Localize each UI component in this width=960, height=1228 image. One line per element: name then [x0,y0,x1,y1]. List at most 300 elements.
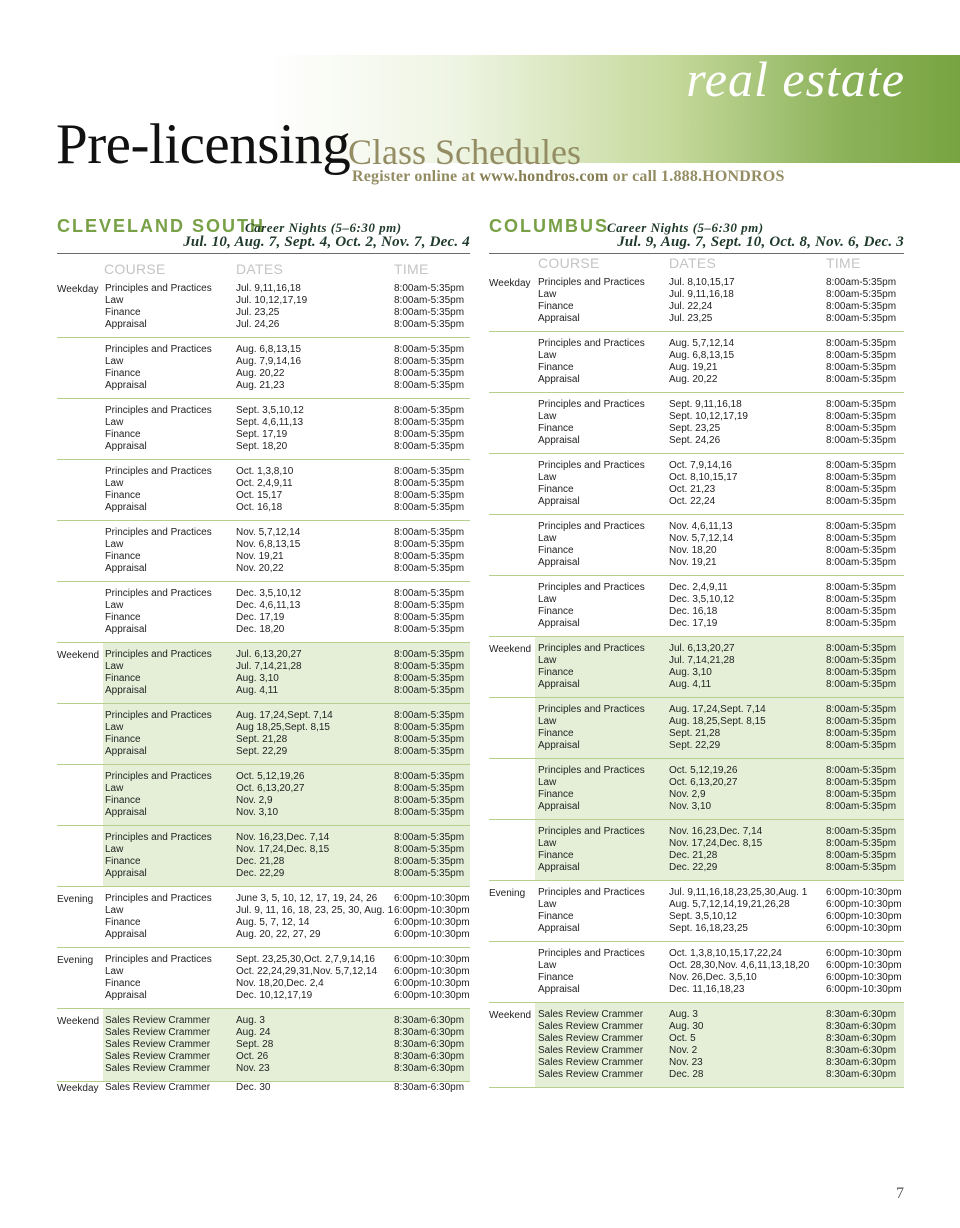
time-cell: 8:30am-6:30pm [826,1033,897,1044]
table-row [57,502,470,514]
table-row [489,582,904,594]
table-row [57,978,470,990]
dates-cell: Jul. 23,25 [669,313,713,324]
session-label: Evening [57,955,94,966]
course-cell: Appraisal [105,929,147,940]
course-cell: Finance [105,368,141,379]
course-cell: Law [538,533,557,544]
course-cell: Finance [538,789,574,800]
dates-cell: Dec. 3,5,10,12 [236,588,302,599]
time-cell: 8:00am-5:35pm [394,295,465,306]
schedule-block [57,338,470,399]
course-cell: Appraisal [538,984,580,995]
time-cell: 8:30am-6:30pm [394,1082,465,1093]
dates-cell: Nov. 20,22 [236,563,284,574]
dates-header: DATES [669,255,717,271]
dates-cell: Sept. 18,20 [236,441,288,452]
course-cell: Appraisal [538,923,580,934]
table-row [57,405,470,417]
course-cell: Sales Review Crammer [105,1063,211,1074]
dates-cell: Oct. 22,24 [669,496,716,507]
dates-cell: Oct. 1,3,8,10 [236,466,294,477]
time-cell: 8:00am-5:35pm [394,466,465,477]
course-cell: Appraisal [538,679,580,690]
course-cell: Law [105,417,124,428]
course-header: COURSE [538,255,600,271]
time-cell: 8:00am-5:35pm [826,423,897,434]
course-cell: Law [105,295,124,306]
schedule-block [489,698,904,759]
dates-cell: Jul. 10,12,17,19 [236,295,308,306]
table-row [57,795,470,807]
table-row [489,643,904,655]
course-cell: Appraisal [105,868,147,879]
dates-cell: Oct. 26 [236,1051,269,1062]
time-cell: 8:00am-5:35pm [394,783,465,794]
course-cell: Principles and Practices [105,954,212,965]
table-row [57,1015,470,1027]
table-row [489,1045,904,1057]
course-cell: Law [538,777,557,788]
session-label: Weekend [57,1016,100,1027]
session-label: Weekday [57,1083,99,1094]
schedule-block [489,820,904,881]
course-cell: Principles and Practices [538,948,645,959]
dates-cell: Dec. 10,12,17,19 [236,990,313,1001]
table-row [57,368,470,380]
page-number: 7 [896,1185,904,1202]
course-cell: Finance [538,362,574,373]
table-row [489,1009,904,1021]
table-row [57,624,470,636]
time-cell: 6:00pm-10:30pm [394,917,470,928]
dates-cell: Sept. 23,25 [669,423,721,434]
register-line [352,168,785,186]
time-cell: 8:00am-5:35pm [826,374,897,385]
schedule-block [57,460,470,521]
course-cell: Law [105,783,124,794]
table-row [57,295,470,307]
course-cell: Appraisal [538,374,580,385]
dates-cell: Sept. 21,28 [236,734,288,745]
table-row [489,667,904,679]
time-cell: 8:00am-5:35pm [826,350,897,361]
dates-cell: Sept. 23,25,30,Oct. 2,7,9,14,16 [236,954,375,965]
dates-cell: Jul. 23,25 [236,307,280,318]
dates-cell: Jul. 7,14,21,28 [236,661,302,672]
table-row [489,838,904,850]
dates-cell: Dec. 18,20 [236,624,285,635]
time-cell: 8:00am-5:35pm [826,277,897,288]
career-nights-label: Career Nights (5–6:30 pm) [607,220,764,235]
session-label: Weekend [489,644,532,655]
dates-cell: Dec. 30 [236,1082,271,1093]
schedule-block [57,582,470,643]
time-cell: 8:00am-5:35pm [826,655,897,666]
course-cell: Sales Review Crammer [105,1015,211,1026]
table-row [489,887,904,899]
course-cell: Principles and Practices [105,771,212,782]
table-row [57,612,470,624]
course-cell: Sales Review Crammer [538,1057,644,1068]
course-cell: Law [538,655,557,666]
course-cell: Finance [538,911,574,922]
dates-cell: Aug. 17,24,Sept. 7,14 [236,710,333,721]
time-cell: 8:00am-5:35pm [826,765,897,776]
session-label: Evening [489,888,526,899]
session-label: Evening [57,894,94,905]
dates-cell: Jul. 7,14,21,28 [669,655,735,666]
course-cell: Principles and Practices [105,283,212,294]
dates-cell: Aug. 30 [669,1021,704,1032]
time-cell: 8:00am-5:35pm [394,661,465,672]
schedule-block [57,521,470,582]
time-cell: 8:00am-5:35pm [826,362,897,373]
dates-cell: Oct. 6,13,20,27 [669,777,738,788]
time-cell: 6:00pm-10:30pm [826,972,902,983]
table-row [489,960,904,972]
table-row [489,289,904,301]
dates-cell: Nov. 19,21 [236,551,284,562]
course-cell: Finance [538,545,574,556]
dates-cell: Aug. 4,11 [236,685,279,696]
table-row [489,1057,904,1069]
time-cell: 6:00pm-10:30pm [394,929,470,940]
header-rule [57,253,470,254]
table-row [57,929,470,941]
course-cell: Finance [105,612,141,623]
course-cell: Finance [105,734,141,745]
table-row [489,472,904,484]
table-row [489,923,904,935]
course-cell: Law [105,356,124,367]
course-cell: Principles and Practices [105,710,212,721]
register-suffix: or call 1.888.HONDROS [608,168,785,185]
time-cell: 8:00am-5:35pm [394,600,465,611]
dates-cell: Aug. 6,8,13,15 [236,344,302,355]
dates-cell: Nov. 17,24,Dec. 8,15 [236,844,330,855]
table-row [489,1021,904,1033]
table-row [57,893,470,905]
course-cell: Appraisal [538,557,580,568]
table-row [57,356,470,368]
course-cell: Law [105,539,124,550]
course-cell: Appraisal [105,685,147,696]
schedule-block [57,1082,470,1100]
dates-cell: Jul. 6,13,20,27 [669,643,735,654]
course-cell: Principles and Practices [105,588,212,599]
schedule-block [489,576,904,637]
course-cell: Principles and Practices [105,344,212,355]
table-row [57,856,470,868]
table-row [489,777,904,789]
table-row [57,832,470,844]
time-cell: 8:30am-6:30pm [394,1063,465,1074]
table-row [57,344,470,356]
dates-cell: Oct. 5 [669,1033,696,1044]
table-row [57,600,470,612]
table-row [489,1069,904,1081]
table-row [489,655,904,667]
course-cell: Finance [105,978,141,989]
dates-cell: Jul. 8,10,15,17 [669,277,735,288]
time-cell: 8:00am-5:35pm [394,624,465,635]
table-row [489,350,904,362]
course-cell: Principles and Practices [538,399,645,410]
course-cell: Appraisal [105,319,147,330]
course-cell: Finance [105,917,141,928]
course-cell: Appraisal [105,624,147,635]
time-cell: 8:00am-5:35pm [826,704,897,715]
time-cell: 8:00am-5:35pm [826,728,897,739]
time-cell: 8:00am-5:35pm [394,734,465,745]
time-cell: 8:00am-5:35pm [826,740,897,751]
time-cell: 8:00am-5:35pm [394,429,465,440]
course-cell: Principles and Practices [538,765,645,776]
schedule-block [489,942,904,1003]
dates-cell: Nov. 18,20 [669,545,717,556]
time-cell: 8:00am-5:35pm [394,673,465,684]
time-cell: 8:00am-5:35pm [826,338,897,349]
time-cell: 6:00pm-10:30pm [394,990,470,1001]
table-row [489,728,904,740]
schedule-block [57,399,470,460]
career-nights-dates: Jul. 10, Aug. 7, Sept. 4, Oct. 2, Nov. 7, Dec. 4 [183,234,470,250]
table-row [57,588,470,600]
course-cell: Finance [538,728,574,739]
dates-cell: Nov. 26,Dec. 3,5,10 [669,972,757,983]
table-row [57,734,470,746]
course-cell: Law [105,844,124,855]
dates-cell: Oct. 8,10,15,17 [669,472,738,483]
course-cell: Sales Review Crammer [105,1039,211,1050]
table-row [489,484,904,496]
course-cell: Sales Review Crammer [538,1045,644,1056]
table-row [489,362,904,374]
table-row [57,1063,470,1075]
table-row [489,716,904,728]
time-cell: 6:00pm-10:30pm [826,899,902,910]
time-cell: 6:00pm-10:30pm [394,966,470,977]
course-cell: Principles and Practices [538,826,645,837]
time-cell: 8:00am-5:35pm [826,789,897,800]
table-row [57,661,470,673]
course-cell: Law [538,960,557,971]
course-cell: Sales Review Crammer [538,1009,644,1020]
table-row [57,868,470,880]
dates-cell: Aug. 20,22 [669,374,718,385]
schedule-block [489,515,904,576]
table-row [57,380,470,392]
dates-cell: Sept. 9,11,16,18 [669,399,742,410]
course-cell: Finance [538,667,574,678]
time-cell: 8:00am-5:35pm [826,643,897,654]
schedule-table [489,254,904,1088]
time-cell: 8:30am-6:30pm [394,1051,465,1062]
dates-cell: Oct. 5,12,19,26 [236,771,305,782]
dates-cell: Sept. 3,5,10,12 [236,405,304,416]
dates-cell: Aug. 3,10 [669,667,712,678]
dates-cell: Oct. 22,24,29,31,Nov. 5,7,12,14 [236,966,378,977]
table-row [57,417,470,429]
course-cell: Finance [538,484,574,495]
table-row [489,984,904,996]
time-cell: 8:00am-5:35pm [826,460,897,471]
career-nights-label: Career Nights (5–6:30 pm) [245,220,402,235]
course-cell: Finance [538,850,574,861]
course-cell: Appraisal [538,862,580,873]
course-cell: Law [538,289,557,300]
schedule-block [489,393,904,454]
brand-label: real estate [686,51,905,107]
dates-cell: June 3, 5, 10, 12, 17, 19, 24, 26 [236,893,378,904]
time-cell: 8:00am-5:35pm [826,679,897,690]
dates-cell: Aug. 3 [669,1009,698,1020]
dates-cell: Aug. 7,9,14,16 [236,356,302,367]
course-cell: Principles and Practices [538,643,645,654]
schedule-block [489,1003,904,1088]
schedule-block [489,332,904,393]
register-url-link[interactable]: www.hondros.com [479,168,609,185]
table-row [57,1051,470,1063]
schedule-block [57,887,470,948]
course-cell: Appraisal [538,435,580,446]
table-row [489,399,904,411]
time-cell: 8:00am-5:35pm [826,862,897,873]
dates-cell: Dec. 11,16,18,23 [669,984,745,995]
schedule-table [57,260,470,1100]
dates-cell: Sept. 24,26 [669,435,721,446]
time-cell: 8:00am-5:35pm [394,380,465,391]
course-cell: Principles and Practices [538,338,645,349]
dates-cell: Aug. 5,7,12,14,19,21,26,28 [669,899,790,910]
table-row [489,679,904,691]
table-row [489,899,904,911]
time-cell: 8:00am-5:35pm [826,301,897,312]
table-row [57,649,470,661]
time-cell: 8:00am-5:35pm [394,344,465,355]
time-cell: 8:00am-5:35pm [394,478,465,489]
course-cell: Finance [105,673,141,684]
time-cell: 6:00pm-10:30pm [826,960,902,971]
table-row [489,435,904,447]
table-row [489,1033,904,1045]
dates-cell: Oct. 7,9,14,16 [669,460,732,471]
course-cell: Appraisal [538,801,580,812]
dates-cell: Aug. 4,11 [669,679,712,690]
dates-cell: Oct. 16,18 [236,502,283,513]
table-row [489,948,904,960]
course-cell: Law [538,594,557,605]
dates-cell: Dec. 21,28 [669,850,718,861]
table-row [489,533,904,545]
time-cell: 8:00am-5:35pm [394,807,465,818]
page-title: Pre-licensing [56,113,351,176]
time-cell: 6:00pm-10:30pm [394,893,470,904]
time-cell: 8:00am-5:35pm [394,710,465,721]
course-cell: Finance [105,490,141,501]
table-row [57,551,470,563]
table-row [57,807,470,819]
course-cell: Principles and Practices [105,832,212,843]
table-row [57,673,470,685]
table-row [57,954,470,966]
schedule-block [57,826,470,887]
table-row [489,313,904,325]
course-cell: Law [538,716,557,727]
dates-cell: Oct. 1,3,8,10,15,17,22,24 [669,948,782,959]
table-row [57,783,470,795]
time-cell: 8:00am-5:35pm [394,527,465,538]
table-row [57,441,470,453]
dates-cell: Oct. 15,17 [236,490,283,501]
dates-cell: Sept. 22,29 [236,746,288,757]
course-cell: Sales Review Crammer [105,1082,211,1093]
table-row [57,478,470,490]
time-cell: 8:00am-5:35pm [394,307,465,318]
register-prefix: Register online at [352,168,480,185]
course-cell: Finance [538,423,574,434]
time-cell: 8:00am-5:35pm [394,551,465,562]
course-cell: Sales Review Crammer [538,1069,644,1080]
time-cell: 8:00am-5:35pm [826,411,897,422]
course-cell: Appraisal [105,990,147,1001]
time-cell: 8:00am-5:35pm [394,490,465,501]
dates-cell: Aug. 20,22 [236,368,285,379]
table-row [489,765,904,777]
dates-cell: Jul. 22,24 [669,301,713,312]
dates-cell: Aug. 21,23 [236,380,285,391]
course-cell: Principles and Practices [105,893,212,904]
course-cell: Appraisal [538,618,580,629]
course-header: COURSE [104,261,166,277]
time-cell: 8:00am-5:35pm [826,618,897,629]
dates-cell: Aug. 24 [236,1027,271,1038]
table-header [489,254,904,271]
table-row [489,826,904,838]
schedule-block [489,637,904,698]
course-cell: Principles and Practices [105,527,212,538]
dates-cell: Aug. 3,10 [236,673,279,684]
time-cell: 8:00am-5:35pm [394,356,465,367]
time-cell: 8:00am-5:35pm [394,771,465,782]
course-cell: Principles and Practices [105,405,212,416]
time-cell: 8:00am-5:35pm [826,533,897,544]
time-cell: 8:00am-5:35pm [826,582,897,593]
page-subtitle: Class Schedules [348,132,581,172]
table-row [489,850,904,862]
dates-cell: Jul. 24,26 [236,319,280,330]
dates-cell: Aug. 6,8,13,15 [669,350,735,361]
time-cell: 8:00am-5:35pm [394,368,465,379]
dates-cell: Dec. 28 [669,1069,704,1080]
table-row [57,746,470,758]
dates-cell: Sept. 17,19 [236,429,288,440]
course-cell: Law [538,838,557,849]
table-row [57,990,470,1002]
time-cell: 8:00am-5:35pm [394,283,465,294]
city-heading: CLEVELAND SOUTH [57,216,266,236]
course-cell: Law [538,899,557,910]
time-cell: 8:00am-5:35pm [826,521,897,532]
course-cell: Finance [538,301,574,312]
dates-cell: Dec. 22,29 [236,868,285,879]
dates-cell: Nov. 2,9 [236,795,273,806]
course-cell: Appraisal [105,441,147,452]
table-row [489,277,904,289]
time-cell: 8:00am-5:35pm [826,435,897,446]
course-cell: Appraisal [105,807,147,818]
